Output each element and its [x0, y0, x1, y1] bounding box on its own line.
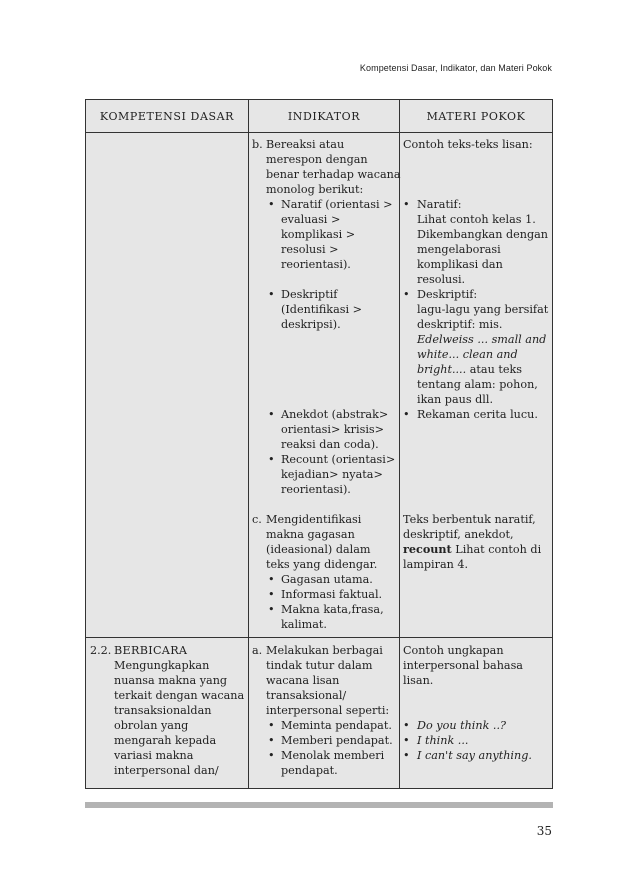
indikator-text: evaluasi >: [281, 213, 341, 226]
indikator-text: (Identifikasi >: [281, 303, 363, 316]
indikator-text: resolusi >: [281, 243, 339, 256]
indikator-text: kejadian> nyata>: [281, 468, 383, 481]
indikator-text: tindak tutur dalam: [266, 659, 373, 672]
indikator-text: reaksi dan coda).: [281, 438, 379, 451]
materi-text: deskriptif: mis.: [417, 318, 503, 331]
kompetensi-text: Mengungkapkan: [114, 659, 210, 672]
indikator-text: (ideasional) dalam: [266, 543, 371, 556]
list-marker: a.: [252, 644, 263, 657]
materi-text: Dikembangkan dengan: [417, 228, 548, 241]
indikator-text: benar terhadap wacana: [266, 168, 401, 181]
bullet-icon: •: [268, 198, 275, 211]
kompetensi-text: transaksionaldan: [114, 704, 212, 717]
indikator-text: Makna kata,frasa,: [281, 603, 384, 616]
bullet-icon: •: [268, 408, 275, 421]
kompetensi-text: nuansa makna yang: [114, 674, 228, 687]
materi-text: Teks berbentuk naratif,: [403, 513, 536, 526]
indikator-text: pendapat.: [281, 764, 338, 777]
indikator-text: Bereaksi atau: [266, 138, 345, 151]
bullet-icon: •: [403, 749, 410, 762]
kompetensi-text: mengarah kepada: [114, 734, 217, 747]
materi-text: deskriptif, anekdot,: [403, 528, 514, 541]
materi-text: interpersonal bahasa: [403, 659, 523, 672]
indikator-text: deskripsi).: [281, 318, 341, 331]
indikator-text: makna gagasan: [266, 528, 355, 541]
materi-italic-text: Edelweiss ... small and: [417, 333, 547, 346]
indikator-text: Melakukan berbagai: [266, 644, 383, 657]
materi-text: ikan paus dll.: [417, 393, 493, 406]
indikator-text: Menolak memberi: [281, 749, 385, 762]
bullet-icon: •: [403, 288, 410, 301]
materi-italic-text: white... clean and: [417, 348, 518, 361]
bullet-icon: •: [268, 734, 275, 747]
indikator-text: teks yang didengar.: [266, 558, 378, 571]
indikator-text: reorientasi).: [281, 483, 351, 496]
bullet-icon: •: [268, 288, 275, 301]
materi-italic-text: I can't say anything.: [417, 749, 532, 762]
materi-text: mengelaborasi: [417, 243, 501, 256]
materi-italic-text: bright....: [417, 363, 467, 376]
kompetensi-text: terkait dengan wacana: [114, 689, 245, 702]
header-indikator: INDIKATOR: [287, 109, 361, 123]
indikator-text: merespon dengan: [266, 153, 368, 166]
indikator-text: Meminta pendapat.: [281, 719, 392, 732]
materi-italic-text: Do you think ..?: [417, 719, 507, 732]
indikator-text: transaksional/: [266, 689, 347, 702]
header-divider: [86, 132, 552, 133]
materi-text: Lihat contoh kelas 1.: [417, 213, 536, 226]
footer-bar: [85, 802, 553, 808]
column-divider: [248, 100, 249, 788]
bullet-icon: •: [403, 734, 410, 747]
bullet-icon: •: [403, 408, 410, 421]
bullet-icon: •: [268, 749, 275, 762]
kompetensi-text: interpersonal dan/: [114, 764, 219, 777]
materi-text: Deskriptif:: [417, 288, 478, 301]
materi-text: Contoh ungkapan: [403, 644, 504, 657]
kompetensi-text: variasi makna: [114, 749, 194, 762]
materi-text: Rekaman cerita lucu.: [417, 408, 538, 421]
row-divider: [86, 637, 552, 638]
indikator-text: Anekdot (abstrak>: [281, 408, 389, 421]
column-divider: [399, 100, 400, 788]
indikator-text: Deskriptif: [281, 288, 338, 301]
indikator-text: Naratif (orientasi >: [281, 198, 393, 211]
bullet-icon: •: [268, 719, 275, 732]
bullet-icon: •: [268, 573, 275, 586]
materi-text: Contoh teks-teks lisan:: [403, 138, 533, 151]
bullet-icon: •: [403, 198, 410, 211]
page-number: 35: [536, 824, 552, 838]
indikator-text: monolog berikut:: [266, 183, 364, 196]
header-materi: MATERI POKOK: [426, 109, 526, 123]
list-marker: c.: [252, 513, 262, 526]
bullet-icon: •: [268, 453, 275, 466]
bullet-icon: •: [268, 603, 275, 616]
indikator-text: kalimat.: [281, 618, 327, 631]
indikator-text: interpersonal seperti:: [266, 704, 390, 717]
indikator-text: Informasi faktual.: [281, 588, 383, 601]
bullet-icon: •: [403, 719, 410, 732]
kompetensi-title: BERBICARA: [114, 644, 188, 657]
indikator-text: orientasi> krisis>: [281, 423, 385, 436]
indikator-text: Recount (orientasi>: [281, 453, 396, 466]
materi-mixed-line: [403, 542, 541, 557]
indikator-text: Gagasan utama.: [281, 573, 373, 586]
running-header: Kompetensi Dasar, Indikator, dan Materi Pokok: [359, 63, 552, 73]
materi-text: komplikasi dan: [417, 258, 503, 271]
kompetensi-text: obrolan yang: [114, 719, 189, 732]
materi-text: resolusi.: [417, 273, 466, 286]
materi-bold-text: recount: [403, 542, 452, 556]
materi-text: atau teks: [466, 363, 522, 376]
materi-text: lisan.: [403, 674, 434, 687]
kompetensi-number: 2.2.: [90, 644, 112, 657]
materi-text: tentang alam: pohon,: [417, 378, 538, 391]
indikator-text: wacana lisan: [266, 674, 340, 687]
indikator-text: reorientasi).: [281, 258, 351, 271]
materi-italic-text: I think ...: [417, 734, 469, 747]
header-kompetensi: KOMPETENSI DASAR: [99, 109, 235, 123]
materi-text: lampiran 4.: [403, 558, 469, 571]
materi-text: Lihat contoh di: [451, 543, 542, 556]
indikator-text: komplikasi >: [281, 228, 356, 241]
indikator-text: Memberi pendapat.: [281, 734, 393, 747]
materi-mixed-line: [417, 362, 522, 377]
competency-table: [85, 99, 553, 789]
list-marker: b.: [252, 138, 263, 151]
bullet-icon: •: [268, 588, 275, 601]
materi-text: lagu-lagu yang bersifat: [417, 303, 549, 316]
indikator-text: Mengidentifikasi: [266, 513, 362, 526]
materi-text: Naratif:: [417, 198, 462, 211]
